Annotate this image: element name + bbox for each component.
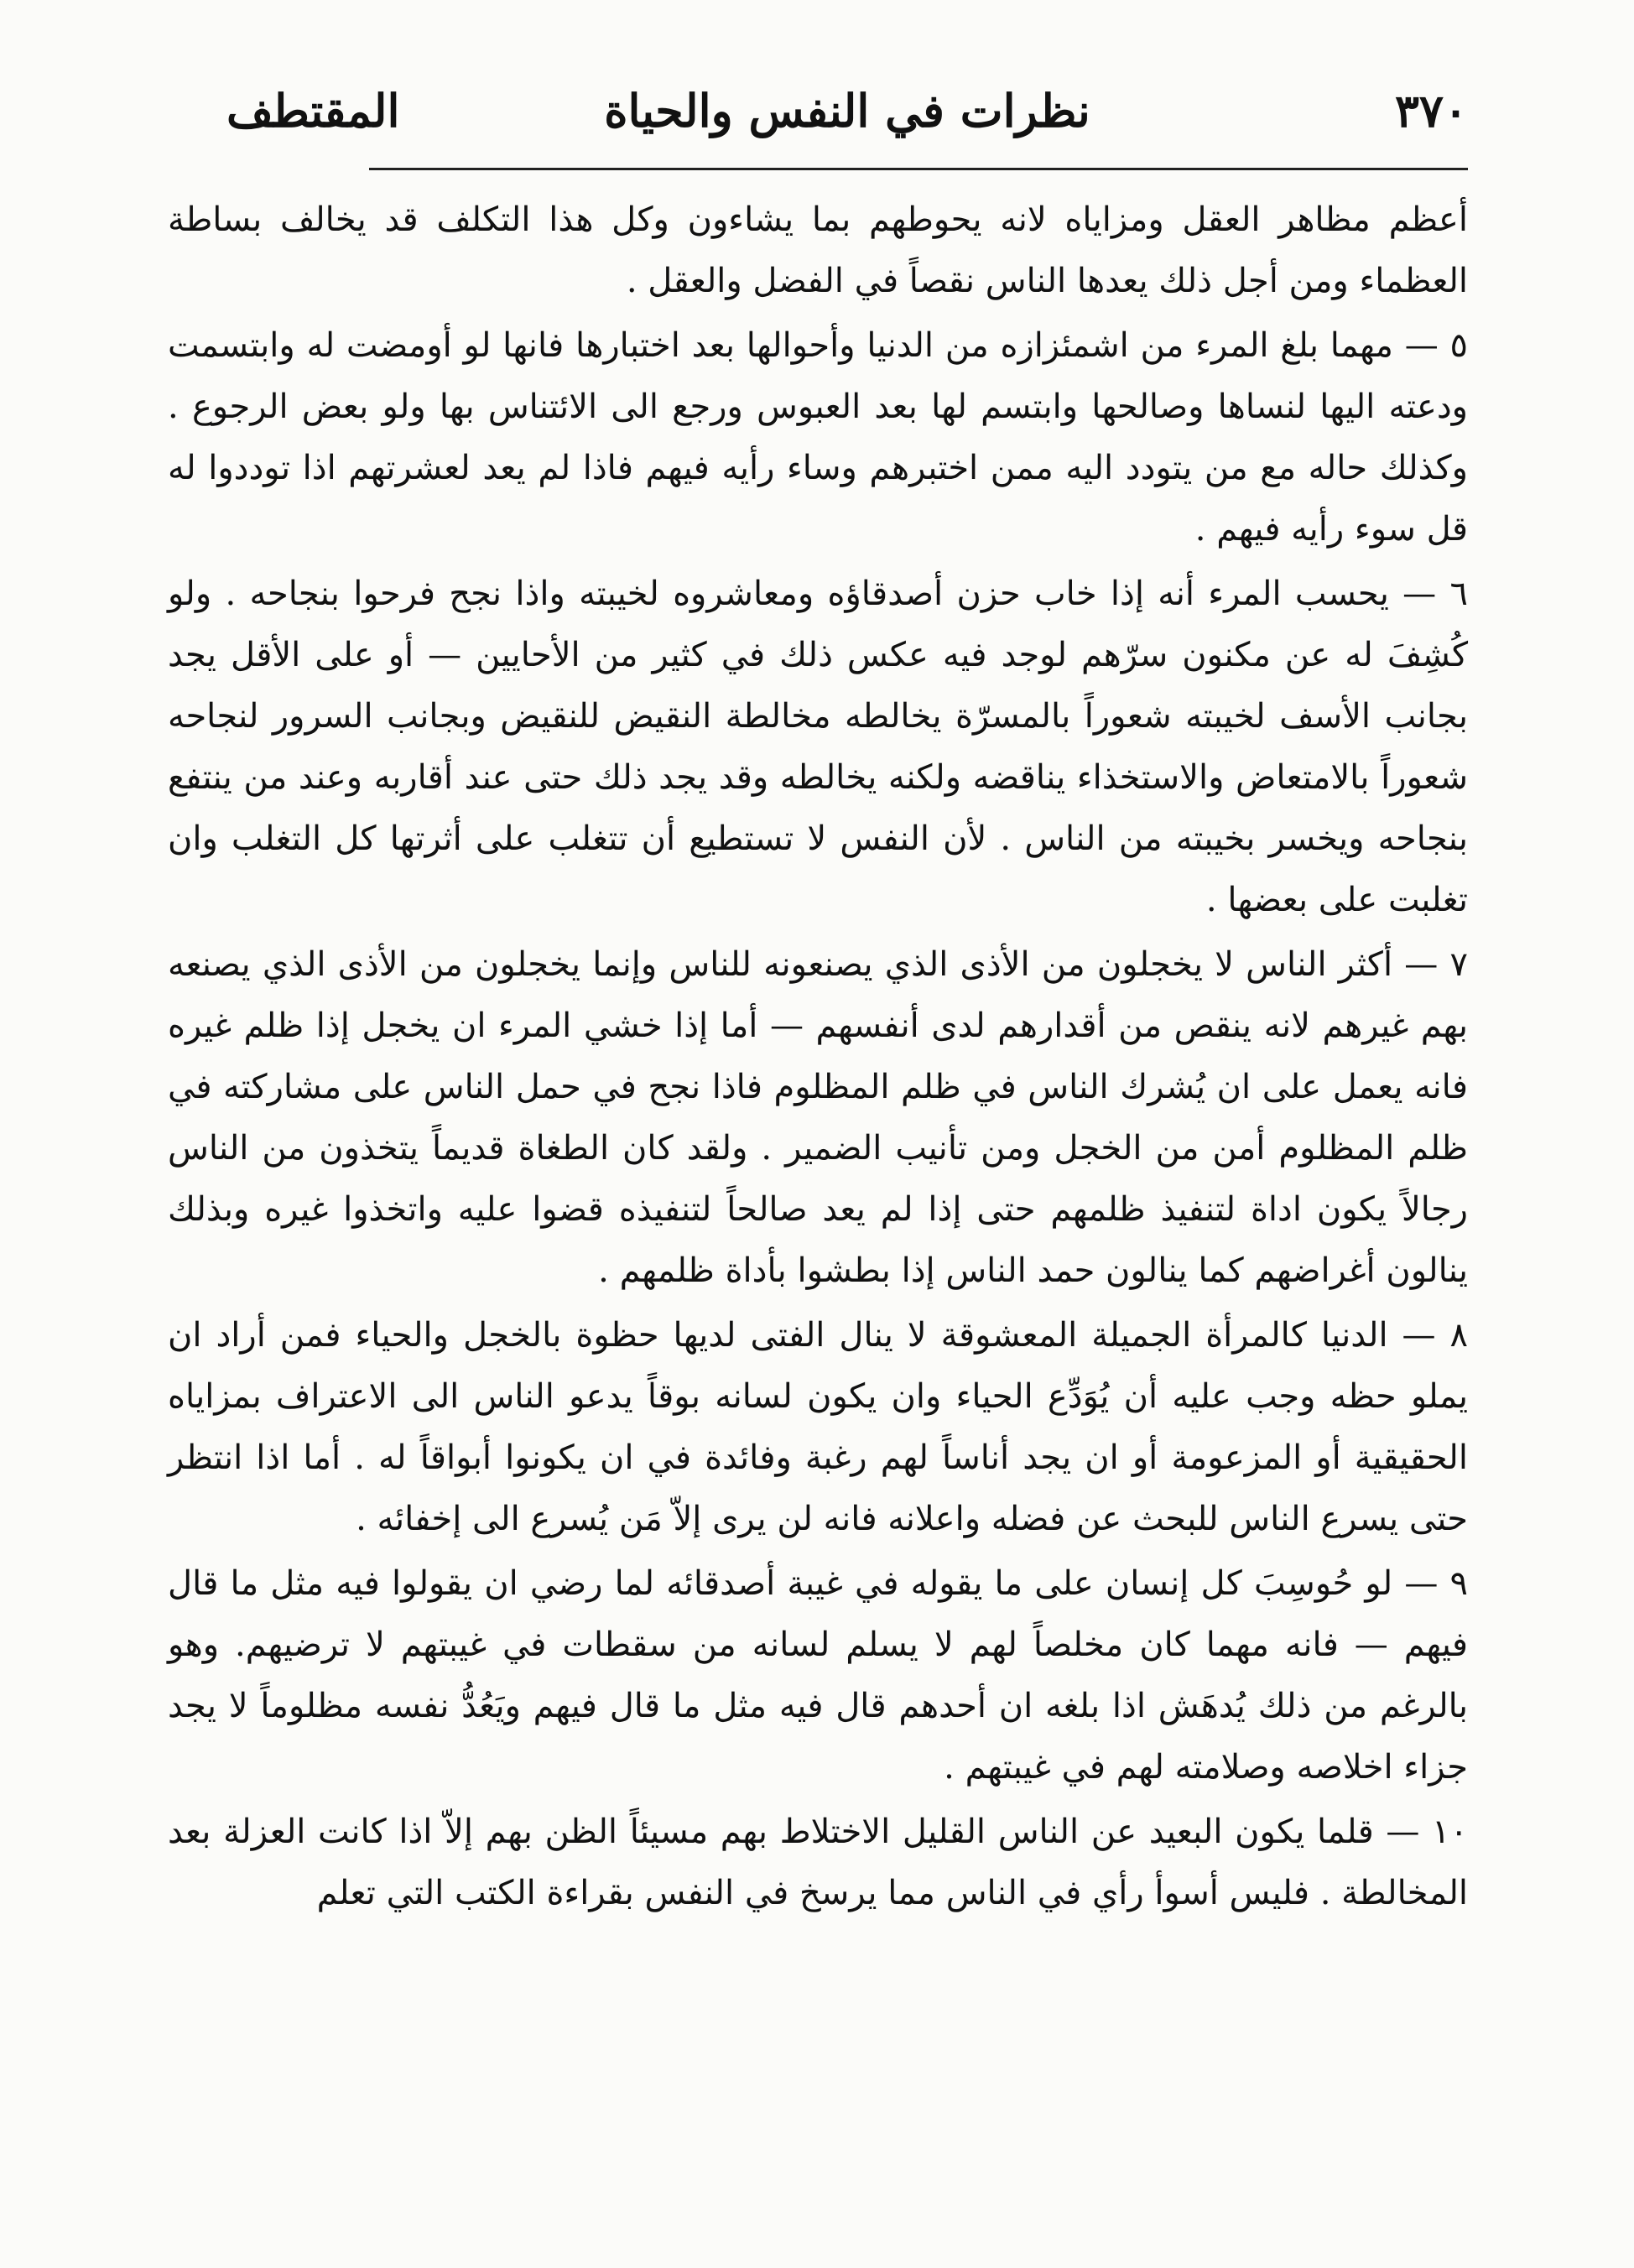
paragraph-7: ٧ — أكثر الناس لا يخجلون من الأذى الذي يصنعونه للناس وإنما يخجلون من الأذى الذي يصنعه بهم غيرهم لانه ينقص من أقدارهم لدى أنفسهم — أما إذا خشي المرء ان يخجل إذا ظلم غيره فانه يعمل على ان يُشرك الناس في ظلم المظلوم فاذا نجح في حمل الناس على مشاركته في ظلم المظلوم أمن من الخجل ومن تأنيب الضمير . ولقد كان الطغاة قديماً يتخذون من الناس رجالاً يكون اداة لتنفيذ ظلمهم حتى إذا لم يعد صالحاً لتنفيذه قضوا عليه واتخذوا غيره وبذلك ينالون أغراضهم كما ينالون حمد الناس إذا بطشوا بأداة ظلمهم . xyxy=(168,945,1468,1290)
page-number: ٣٧٠ xyxy=(1394,84,1468,138)
paragraph-9: ٩ — لو حُوسِبَ كل إنسان على ما يقوله في غيبة أصدقائه لما رضي ان يقولوا فيه مثل ما قال فيهم — فانه مهما كان مخلصاً لهم لا يسلم لسانه من سقطات في غيبتهم لا ترضيهم. وهو بالرغم من ذلك يُدهَش اذا بلغه ان أحدهم قال فيه مثل ما قال فيهم ويَعُدُّ نفسه مظلوماً لا يجد جزاء اخلاصه وصلامته لهم في غيبتهم . xyxy=(168,1564,1468,1787)
article-body xyxy=(168,190,1468,2236)
paragraph-5: ٥ — مهما بلغ المرء من اشمئزازه من الدنيا وأحوالها بعد اختبارها فانها لو أومضت له وابتسمت ودعته اليها لنساها وصالحها وابتسم لها بعد العبوس ورجع الى الائتناس بها ولو بعض الرجوع . وكذلك حاله مع من يتودد اليه ممن اختبرهم وساء رأيه فيهم فاذا لم يعد لعشرتهم اذا توددوا له قل سوء رأيه فيهم . xyxy=(168,326,1468,549)
paragraph-10: ١٠ — قلما يكون البعيد عن الناس القليل الاختلاط بهم مسيئاً الظن بهم إلاّ اذا كانت العزلة بعد المخالطة . فليس أسوأ رأي في الناس مما يرسخ في النفس بقراءة الكتب التي تعلم xyxy=(168,1813,1468,1912)
journal-name: المقتطف xyxy=(226,84,400,138)
running-title: نظرات في النفس والحياة xyxy=(604,84,1090,138)
paragraph-continuation: أعظم مظاهر العقل ومزاياه لانه يحوطهم بما يشاءون وكل هذا التكلف قد يخالف بساطة العظماء ومن أجل ذلك يعدها الناس نقصاً في الفضل والعقل . xyxy=(168,200,1469,300)
page-header xyxy=(226,77,1468,144)
paragraph-8: ٨ — الدنيا كالمرأة الجميلة المعشوقة لا ينال الفتى لديها حظوة بالخجل والحياء فمن أراد ان يملو حظه وجب عليه أن يُوَدِّع الحياء وان يكون لسانه بوقاً يدعو الناس الى الاعتراف بمزاياه الحقيقية أو المزعومة أو ان يجد أناساً لهم رغبة وفائدة في ان يكونوا أبواقاً له . أما اذا انتظر حتى يسرع الناس للبحث عن فضله واعلانه فانه لن يرى إلاّ مَن يُسرع الى إخفائه . xyxy=(168,1316,1468,1538)
header-rule xyxy=(369,168,1468,170)
paragraph-6: ٦ — يحسب المرء أنه إذا خاب حزن أصدقاؤه ومعاشروه لخيبته واذا نجح فرحوا بنجاحه . ولو كُشِفَ له عن مكنون سرّهم لوجد فيه عكس ذلك في كثير من الأحايين — أو على الأقل يجد بجانب الأسف لخيبته شعوراً بالمسرّة يخالطه مخالطة النقيض للنقيض وبجانب السرور لنجاحه شعوراً بالامتعاض والاستخذاء يناقضه ولكنه يخالطه وقد يجد ذلك حتى عند أقاربه وعند من ينتفع بنجاحه ويخسر بخيبته من الناس . لأن النفس لا تستطيع أن تتغلب على أثرتها كل التغلب وان تغلبت على بعضها . xyxy=(168,575,1468,919)
